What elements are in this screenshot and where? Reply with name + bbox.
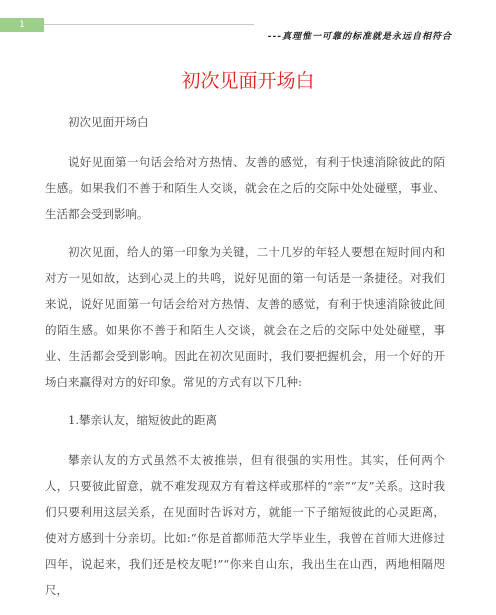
body-paragraph: 初次见面，给人的第一印象为关键，二十几岁的年轻人要想在短时间内和对方一见如故，达到心灵上的共鸣，说好见面的第一句话是一条捷径。对我们来说，说好见面第一句话会给对方热情、友善的感觉，有利于快速消除彼此间的陌生感。如果你不善于和陌生人交谈，就会在之后的交际中处处碰壁，事业、生活都会受到影响。因此在初次见面时，我们要把握机会，用一个好的开场白来赢得对方的好印象。常见的方式有以下几种: — [45, 245, 445, 389]
page-number: 1 — [0, 18, 44, 32]
subtitle-paragraph: 初次见面开场白 — [68, 115, 149, 129]
body-paragraph: 说好见面第一句话会给对方热情、友善的感觉，有利于快速消除彼此的陌生感。如果我们不善于和陌生人交谈，就会在之后的交际中处处碰壁，事业、生活都会受到影响。 — [45, 155, 445, 221]
document-title: 初次见面开场白 — [181, 70, 315, 92]
body-paragraph: 攀亲认友的方式虽然不太被推崇，但有很强的实用性。其实，任何两个人，只要彼此留意，就不难发现双方有着这样或那样的“亲”“友”关系。这时我们只要利用这层关系，在见面时告诉对方，就能一下子缩短彼此的心灵距离，使对方感到十分亲切。比如:“你是首都师范大学毕业生，我曾在首师大进修过四年，说起来，我们还是校友呢!”“你来自山东，我出生在山西，两地相隔咫尺， — [45, 453, 445, 597]
document-body — [45, 109, 445, 615]
section-heading: 1.攀亲认友，缩短彼此的距离 — [68, 413, 217, 427]
header-motto: ---真理惟一可靠的标准就是永远自相符合 — [267, 32, 452, 42]
header-divider — [44, 24, 254, 25]
